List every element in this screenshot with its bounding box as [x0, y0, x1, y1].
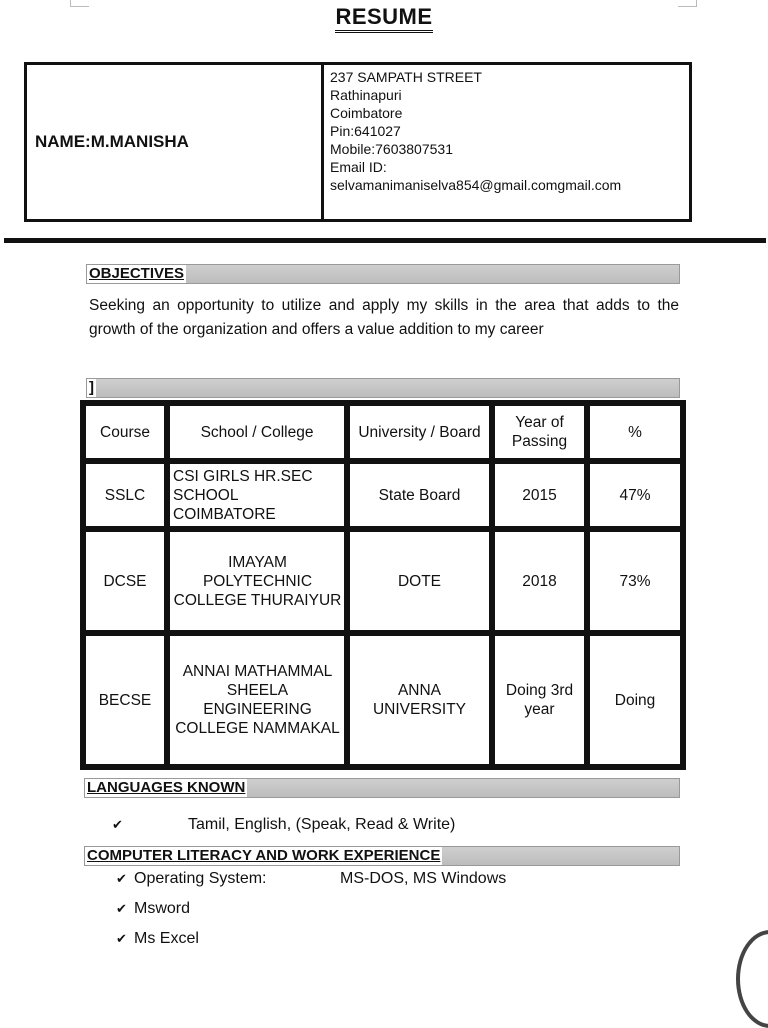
- percent-cell: Doing: [587, 633, 683, 767]
- email-label: Email ID:: [330, 159, 387, 175]
- education-table: [80, 400, 686, 770]
- year-cell: 2018: [492, 529, 587, 633]
- percent-cell: 73%: [587, 529, 683, 633]
- checkmark-icon: ✔: [116, 871, 127, 886]
- header-box: [24, 62, 692, 222]
- school-cell: CSI GIRLS HR.SEC SCHOOL COIMBATORE: [167, 461, 347, 529]
- checkmark-icon: ✔: [116, 931, 127, 946]
- course-cell: DCSE: [83, 529, 167, 633]
- checkmark-icon: ✔: [116, 901, 127, 916]
- address-city: Coimbatore: [330, 105, 403, 121]
- skill-label: Msword: [134, 900, 191, 917]
- percent-cell: 47%: [587, 461, 683, 529]
- school-cell: IMAYAM POLYTECHNIC COLLEGE THURAIYUR: [167, 529, 347, 633]
- board-cell: ANNA UNIVERSITY: [347, 633, 492, 767]
- column-header-school: School / College: [167, 403, 347, 461]
- horizontal-divider: [4, 238, 766, 243]
- year-cell: 2015: [492, 461, 587, 529]
- mobile-number: Mobile:7603807531: [330, 141, 453, 157]
- computer-literacy-heading: COMPUTER LITERACY AND WORK EXPERIENCE: [87, 847, 441, 864]
- languages-text: Tamil, English, (Speak, Read & Write): [188, 816, 456, 833]
- languages-heading: LANGUAGES KNOWN: [87, 779, 246, 796]
- table-header-row: [83, 403, 683, 461]
- skill-label: Operating System:: [134, 870, 267, 887]
- list-item: [116, 930, 199, 948]
- course-cell: BECSE: [83, 633, 167, 767]
- checkmark-icon: ✔: [112, 817, 123, 832]
- list-item: [116, 870, 507, 888]
- address-area: Rathinapuri: [330, 87, 402, 103]
- address-pin: Pin:641027: [330, 123, 401, 139]
- objectives-heading: OBJECTIVES: [89, 265, 185, 282]
- column-header-board: University / Board: [347, 403, 492, 461]
- objectives-heading-bar: [86, 264, 680, 284]
- skill-label: Ms Excel: [134, 930, 199, 947]
- table-row: [83, 461, 683, 529]
- education-heading: ]: [89, 379, 94, 396]
- languages-heading-bar: [84, 778, 680, 798]
- page-title: RESUME: [0, 4, 768, 30]
- board-cell: DOTE: [347, 529, 492, 633]
- list-item: [116, 900, 190, 918]
- skill-value: MS-DOS, MS Windows: [340, 870, 507, 887]
- column-header-year: Year of Passing: [492, 403, 587, 461]
- objective-text: Seeking an opportunity to utilize and apply my skills in the area that adds to the growth of the organization and offers a value addition to my career: [89, 297, 679, 338]
- table-row: [83, 529, 683, 633]
- column-header-percent: %: [587, 403, 683, 461]
- course-cell: SSLC: [83, 461, 167, 529]
- contact-details: [324, 65, 621, 219]
- table-row: [83, 633, 683, 767]
- board-cell: State Board: [347, 461, 492, 529]
- candidate-name: NAME:M.MANISHA: [27, 65, 324, 219]
- language-list-item: [112, 816, 456, 834]
- year-cell: Doing 3rd year: [492, 633, 587, 767]
- computer-literacy-heading-bar: [84, 846, 680, 866]
- seal-stamp: [736, 930, 768, 1028]
- column-header-course: Course: [83, 403, 167, 461]
- address-street: 237 SAMPATH STREET: [330, 69, 482, 85]
- email-address: selvamanimaniselva854@gmail.comgmail.com: [330, 177, 622, 193]
- school-cell: ANNAI MATHAMMAL SHEELA ENGINEERING COLLEGE NAMMAKAL: [167, 633, 347, 767]
- education-heading-bar: [86, 378, 680, 398]
